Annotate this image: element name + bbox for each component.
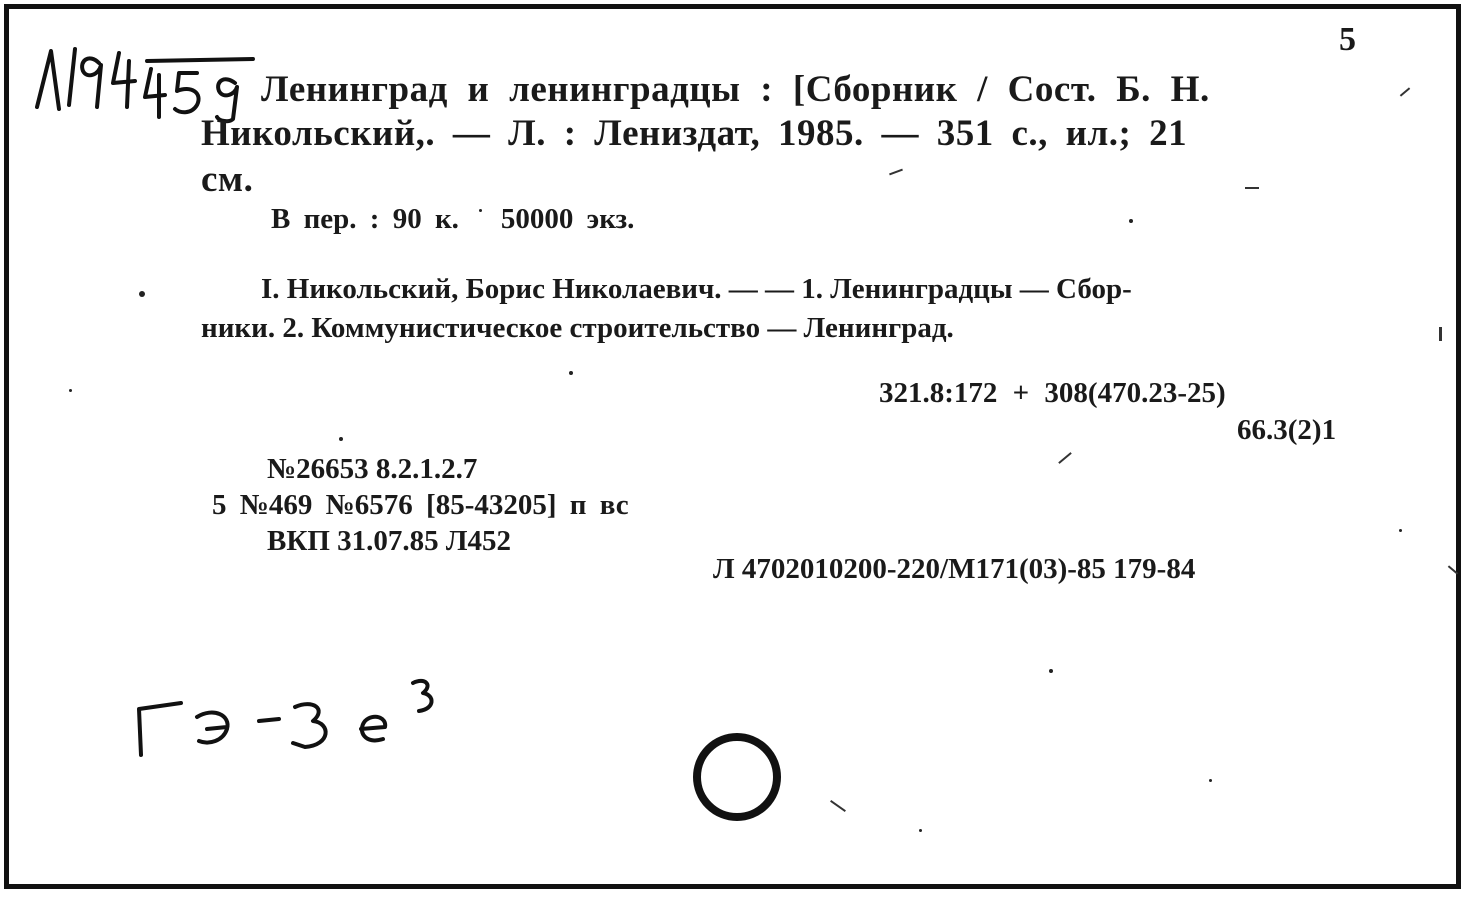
scan-mark xyxy=(1400,87,1410,96)
catalog-card xyxy=(4,4,1461,889)
scan-mark xyxy=(830,800,846,812)
classification-code-2: 66.3(2)1 xyxy=(1237,414,1337,446)
scan-speck xyxy=(1399,529,1402,532)
print-run: 50000 экз. xyxy=(500,203,635,235)
scan-speck xyxy=(1209,779,1212,782)
title-line-3: см. xyxy=(201,159,254,200)
scan-speck xyxy=(1129,219,1133,223)
scan-speck xyxy=(69,389,72,392)
scan-mark xyxy=(1448,565,1458,574)
punch-hole xyxy=(685,725,789,829)
scan-speck xyxy=(569,371,573,375)
handwritten-call-number xyxy=(29,35,269,125)
title-line-2: Никольский,. — Л. : Лениздат, 1985. — 351 с., ил.; 21 xyxy=(201,113,1188,154)
price-line xyxy=(271,205,634,234)
scan-speck xyxy=(139,291,145,297)
scan-speck xyxy=(479,209,482,212)
subject-line-2: ники. 2. Коммунистическое строительство — Ленинград. xyxy=(201,312,954,344)
scan-mark xyxy=(1439,327,1442,341)
scan-mark xyxy=(1245,187,1259,189)
classification-code-1: 321.8:172 + 308(470.23-25) xyxy=(879,377,1226,409)
price: В пер. : 90 к. xyxy=(271,203,459,235)
subject-line-1: I. Никольский, Борис Николаевич. — — 1. Ленинградцы — Сбор- xyxy=(261,273,1132,305)
scan-speck xyxy=(919,829,922,832)
registry-line: ВКП 31.07.85 Л452 xyxy=(267,525,512,557)
page-number: 5 xyxy=(1339,21,1356,58)
scan-speck xyxy=(1049,669,1053,673)
record-number: №26653 8.2.1.2.7 xyxy=(267,453,478,485)
title-line-1: Ленинград и ленинградцы : [Сборник / Сост. Б. Н. xyxy=(261,69,1210,110)
order-line: 5 №469 №6576 [85-43205] п вс xyxy=(212,489,629,521)
handwritten-note xyxy=(127,665,467,775)
scan-mark xyxy=(1058,452,1072,464)
scan-mark xyxy=(889,169,903,176)
index-code: Л 4702010200-220/М171(03)-85 179-84 xyxy=(713,553,1196,585)
scan-speck xyxy=(339,437,343,441)
